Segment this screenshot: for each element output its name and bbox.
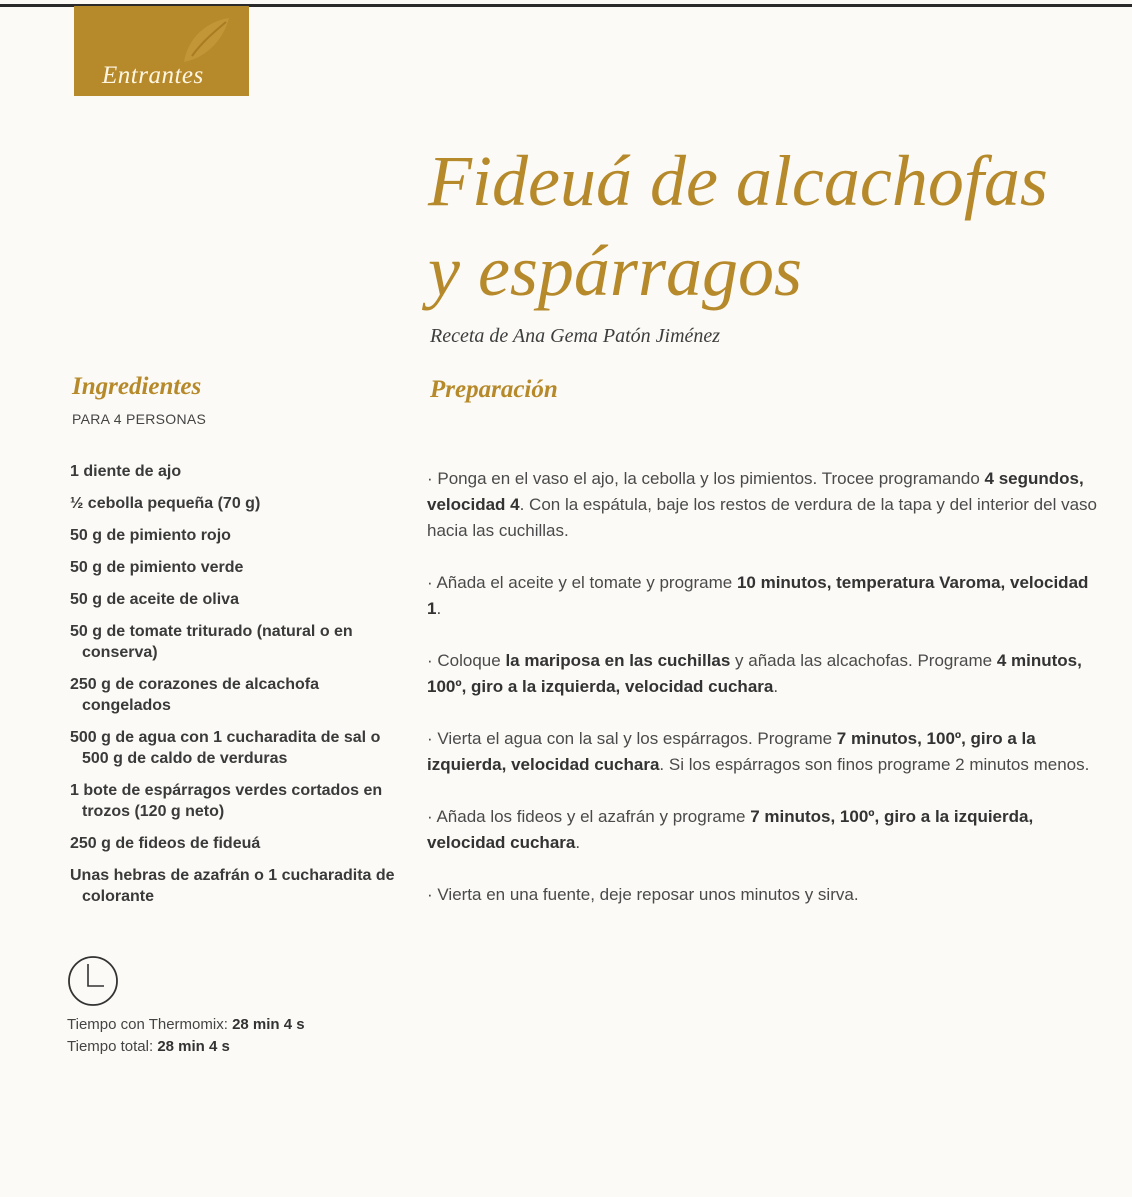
step-emphasis: 7 minutos, 100º, giro a la izquierda, velocidad cuchara bbox=[427, 729, 1036, 774]
clock-icon bbox=[66, 954, 120, 1008]
step-text: . bbox=[575, 833, 581, 852]
ingredient-item: 50 g de pimiento verde bbox=[70, 559, 244, 576]
total-time-value: 28 min 4 s bbox=[157, 1038, 230, 1055]
preparation-step bbox=[427, 882, 1107, 908]
step-text: · Añada el aceite y el tomate y programe bbox=[427, 573, 737, 592]
step-text: · Coloque bbox=[427, 651, 506, 670]
section-label: Entrantes bbox=[102, 62, 204, 89]
preparation-step bbox=[427, 570, 1107, 622]
ingredient-item: 50 g de aceite de oliva bbox=[70, 591, 239, 608]
ingredient-item: ½ cebolla pequeña (70 g) bbox=[70, 495, 261, 512]
title-line-1: Fideuá de alcachofas bbox=[428, 141, 1048, 221]
recipe-author: Receta de Ana Gema Patón Jiménez bbox=[430, 325, 721, 347]
ingredients-heading: Ingredientes bbox=[72, 373, 202, 400]
ingredient-item: 1 bote de espárragos verdes cortados en trozos (120 g neto) bbox=[70, 782, 383, 820]
title-line-2: y espárragos bbox=[428, 231, 802, 311]
step-text: · Vierta el agua con la sal y los espárragos. Programe bbox=[427, 729, 837, 748]
thermomix-time bbox=[67, 1014, 305, 1036]
step-emphasis: 4 segundos, velocidad 4 bbox=[427, 469, 1084, 514]
ingredient-item: 500 g de agua con 1 cucharadita de sal o 500 g de caldo de verduras bbox=[70, 729, 381, 767]
step-text: . bbox=[773, 677, 779, 696]
step-text: · Añada los fideos y el azafrán y programe bbox=[427, 807, 751, 826]
step-emphasis: 7 minutos, 100º, giro a la izquierda, velocidad cuchara bbox=[427, 807, 1034, 852]
servings-label: PARA 4 PERSONAS bbox=[72, 411, 207, 427]
step-text: y añada las alcachofas. Programe bbox=[730, 651, 997, 670]
preparation-step bbox=[427, 648, 1107, 700]
ingredient-item: Unas hebras de azafrán o 1 cucharadita de colorante bbox=[70, 867, 395, 905]
preparation-step bbox=[427, 726, 1107, 778]
preparation-step bbox=[427, 466, 1107, 544]
thermomix-time-label: Tiempo con Thermomix: bbox=[67, 1016, 228, 1033]
step-text: . Con la espátula, baje los restos de verdura de la tapa y del interior del vaso hacia las cuchillas. bbox=[427, 495, 1098, 540]
ingredient-item: 250 g de fideos de fideuá bbox=[70, 835, 261, 852]
ingredient-item: 50 g de tomate triturado (natural o en conserva) bbox=[70, 623, 353, 661]
section-tab bbox=[74, 6, 249, 96]
step-text: · Vierta en una fuente, deje reposar unos minutos y sirva. bbox=[427, 885, 859, 904]
ingredients-list bbox=[70, 461, 400, 918]
preparation-step bbox=[427, 804, 1107, 856]
step-text: · Ponga en el vaso el ajo, la cebolla y los pimientos. Trocee programando bbox=[427, 469, 985, 488]
step-emphasis: 4 minutos, 100º, giro a la izquierda, velocidad cuchara bbox=[427, 651, 1082, 696]
preparation-heading: Preparación bbox=[430, 376, 558, 403]
preparation-steps bbox=[427, 466, 1107, 934]
recipe-title bbox=[428, 136, 1118, 316]
total-time-label: Tiempo total: bbox=[67, 1038, 154, 1055]
thermomix-time-value: 28 min 4 s bbox=[232, 1016, 305, 1033]
step-emphasis: 10 minutos, temperatura Varoma, velocidad 1 bbox=[427, 573, 1089, 618]
ingredient-item: 250 g de corazones de alcachofa congelados bbox=[70, 676, 319, 714]
times-block bbox=[67, 1014, 305, 1058]
step-text: . Si los espárragos son finos programe 2 minutos menos. bbox=[659, 755, 1090, 774]
total-time bbox=[67, 1036, 305, 1058]
step-text: . bbox=[436, 599, 442, 618]
step-emphasis: la mariposa en las cuchillas bbox=[505, 651, 731, 670]
ingredient-item: 1 diente de ajo bbox=[70, 463, 182, 480]
ingredient-item: 50 g de pimiento rojo bbox=[70, 527, 231, 544]
